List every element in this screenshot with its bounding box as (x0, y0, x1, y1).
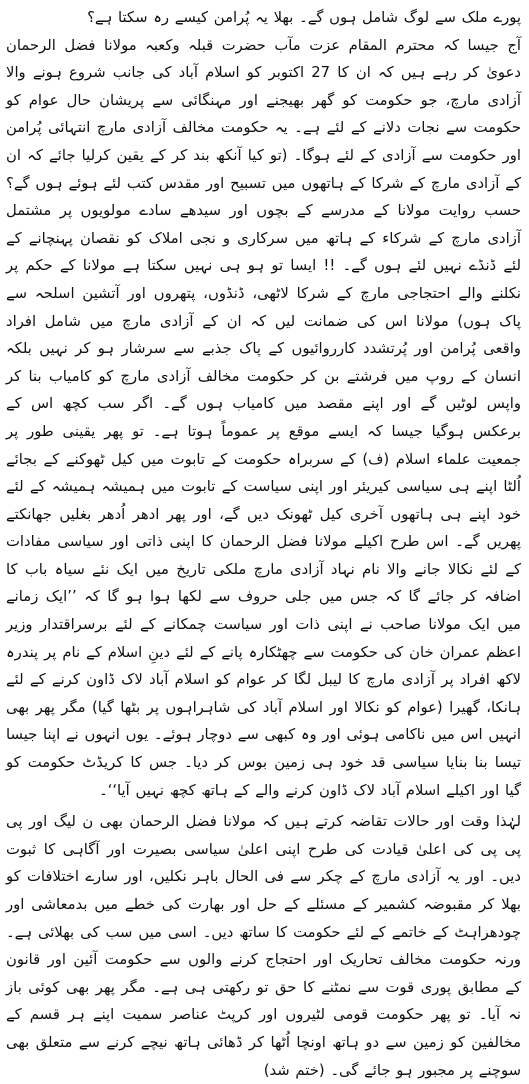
opening-line: پورے ملک سے لوگ شامل ہوں گے۔ بھلا یہ پُرامن کیسے رہ سکتا ہے؟ (87, 9, 521, 26)
main-paragraph: آج جیسا کہ محترم المقام عزت مآب حضرت قبلہ وکعبہ مولانا فضل الرحمان دعویٰ کر رہے ہیں کہ ان کا 27 اکتوبر کو اسلام آباد کی جانب شروع ہونے والا آزادی مارچ، جو حکومت کو گھر بھیجنے اور مہنگائی سے پریشان حال عوام کو حکومت سے نجات دلانے کے لئے ہے۔ یہ حکومت مخالف آزادی مارچ انتہائی پُرامن اور حکومت سے آزادی کے لئے ہوگا۔ (تو کیا آنکھ بند کر کے یقین کرلیا جائے کہ ان کے آزادی مارچ کے شرکا کے ہاتھوں میں تسبیح اور مقدس کتب لئے ہوئے ہوں گے؟ حسب روایت مولانا کے مدرسے کے بچوں اور سیدھے سادے مولویوں پر مشتمل آزادی مارچ کے شرکاء کے ہاتھ میں سرکاری و نجی املاک کو نقصان پہنچانے کے لئے ڈنڈے نہیں لئے ہوں گے۔ !! ایسا تو ہو ہی نہیں سکتا ہے مولانا کے حکم پر نکلنے والے احتجاجی مارچ کے شرکا لاٹھی، ڈنڈوں، پتھروں اور آتشین اسلحہ سے پاک ہوں) مولانا اس کی ضمانت لیں کہ ان کے آزادی مارچ میں شامل افراد واقعی پُرامن اور پُرتشدد کارروائیوں کے پاک جذبے سے سرشار ہو کر نہیں بلکہ انسان کے روپ میں فرشتے بن کر حکومت مخالف آزادی مارچ کو کامیاب بنا کر واپس لوٹیں گے اور اپنے مقصد میں کامیاب ہوں گے۔ اگر سب کچھ اس کے برعکس ہوگیا جیسا کہ ایسے موقع پر عموماً ہوتا ہے۔ تو پھر یقینی طور پر جمعیت علماء اسلام (ف) کے سربراہ حکومت کے تابوت میں کیل ٹھوکنے کے بجائے اُلٹا اپنے ہی سیاسی کیریئر اور اپنی سیاست کے تابوت میں ہمیشہ ہمیشہ کے لئے خود اپنے ہی ہاتھوں آخری کیل ٹھونک دیں گے، اور پھر ادھر اُدھر بغلیں جھانکتے پھریں گے۔ اس طرح اکیلے مولانا فضل الرحمان کا اپنی ذاتی اور سیاسی مفادات کے لئے نکالا جانے والا نام نہاد آزادی مارچ ملکی تاریخ میں ایک نئے سیاہ باب کا اضافہ کر جائے گا کہ جس میں جلی حروف سے لکھا ہوا ہو گا کہ ’’ایک زمانے میں ایک مولانا صاحب نے اپنی ذات اور سیاست چمکانے کے لئے برسراقتدار وزیر اعظم عمران خان کی حکومت سے چھٹکارہ پانے کے لئے دینِ اسلام کے نام پر پندرہ لاکھ افراد پر آزادی مارچ کا لیبل لگا کر عوام کو اسلام آباد لاک ڈاون کرنے کے لئے ہانکا، گھیرا (عوام کو نکالا اور اسلام آباد کی شاہراہوں پر بٹھا گیا) مگر پھر بھی انہیں اس میں ناکامی ہوئی اور وہ کبھی سے دوچار ہوئے۔ یوں انہوں نے اپنا جیسا تیسا بنا بنایا سیاسی قد خود ہی زمین بوس کر دیا۔ جس کا کریڈٹ حکومت کو گیا اور اکیلے اسلام آباد لاک ڈاون کرنے والے کے ہاتھ کچھ نہیں آیا‘‘۔ (6, 36, 521, 799)
closing-paragraph: لہٰذا وقت اور حالات تقاضہ کرتے ہیں کہ مولانا فضل الرحمان بھی ن لیگ اور پی پی پی کی اعلیٰ قیادت کی طرح اپنی اعلیٰ سیاسی بصیرت اور آگاہی کا ثبوت دیں۔ اور یہ آزادی مارچ کے چکر سے فی الحال باہر نکلیں، اور سارے اختلافات کو بھلا کر مقبوضہ کشمیر کے مسئلے کے حل اور بھارت کی خطے میں بدمعاشی اور چودھراہٹ کے خاتمے کے لئے حکومت کا ساتھ دیں۔ اسی میں سب کی بھلائی ہے۔ ورنہ حکومت مخالف تحاریک اور احتجاج کرنے والوں سے حکومت آئین اور قانون کے مطابق پوری قوت سے نمٹنے کا حق تو رکھتی ہی ہے۔ مگر پھر بھی کوئی باز نہ آیا۔ تو پھر حکومت قومی لٹیروں اور کرپٹ عناصر سمیت اپنے ہر قسم کے مخالفین کو زمین سے دو ہاتھ اونچا اُٹھا کر ڈھائی ہاتھ نیچے کرنے سے متعلق بھی سوچنے پر مجبور ہو جائے گی۔ (ختم شد) (6, 813, 521, 1079)
article-body (6, 4, 521, 1084)
